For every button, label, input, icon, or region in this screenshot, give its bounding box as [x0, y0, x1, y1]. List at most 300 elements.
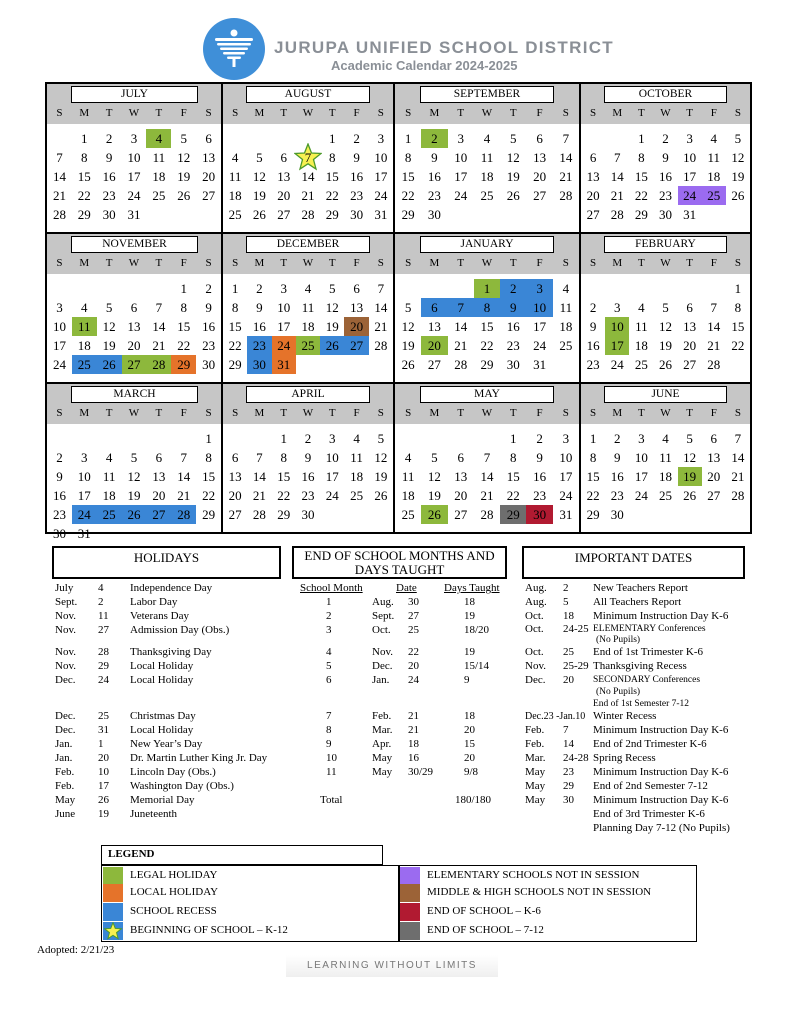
calendar-day: 7 — [734, 431, 742, 446]
calendar-day: 21 — [610, 188, 624, 203]
weekday-label: T — [105, 407, 113, 419]
end-day: 30/29 — [408, 766, 434, 778]
holiday-name: Veterans Day — [130, 610, 189, 622]
holiday-day: 25 — [98, 710, 109, 722]
calendar-day: 17 — [325, 469, 339, 484]
weekday-label: T — [280, 407, 288, 419]
holiday-month: Jan. — [55, 738, 73, 750]
calendar-day: 29 — [634, 207, 648, 222]
calendar-day: 24 — [610, 357, 624, 372]
legend-label: SCHOOL RECESS — [130, 905, 217, 917]
important-event: Minimum Instruction Day K-6 — [593, 724, 729, 736]
total-label: Total — [320, 794, 343, 806]
school-month-number: 4 — [326, 646, 332, 658]
weekday-label: S — [405, 257, 412, 269]
calendar-day: 25 — [72, 355, 97, 374]
calendar-day: 11 — [401, 469, 415, 484]
weekday-label: T — [637, 407, 645, 419]
end-month: Apr. — [372, 738, 392, 750]
calendar-day: 8 — [589, 450, 597, 465]
holiday-month: Nov. — [55, 610, 76, 622]
calendar-day: 27 — [228, 507, 242, 522]
important-day: 25-29 — [563, 660, 589, 672]
calendar-day: 20 — [454, 488, 468, 503]
calendar-day: 6 — [280, 150, 287, 165]
calendar-day: 9 — [105, 150, 113, 165]
holiday-month: Feb. — [55, 780, 75, 792]
holiday-name: New Year’s Day — [130, 738, 203, 750]
calendar-day: 16 — [52, 488, 66, 503]
end-months-title-line2: DAYS TAUGHT — [354, 562, 445, 577]
calendar-day: 12 — [252, 169, 266, 184]
calendar-day: 24 — [325, 488, 339, 503]
calendar-day: 29 — [202, 507, 216, 522]
month-header — [47, 234, 221, 274]
important-month: Feb. — [525, 738, 545, 750]
calendar-day: 5 — [686, 431, 693, 446]
weekday-label: F — [180, 107, 187, 119]
calendar-day: 24 — [374, 188, 388, 203]
calendar-day: 4 — [638, 300, 645, 315]
calendar-day: 19 — [427, 488, 441, 503]
legend-label: LOCAL HOLIDAY — [130, 886, 219, 898]
calendar-day: 16 — [301, 469, 315, 484]
calendar-day: 20 — [421, 336, 447, 355]
calendar-day: 16 — [586, 338, 600, 353]
calendar-day: 30 — [247, 355, 271, 374]
weekday-label: W — [660, 407, 671, 419]
calendar-day: 8 — [638, 150, 645, 165]
end-months-title-line1: END OF SCHOOL MONTHS AND — [304, 548, 495, 563]
calendar-day: 19 — [401, 338, 415, 353]
holiday-name: Thanksgiving Day — [130, 646, 212, 658]
important-day: 24-28 — [563, 752, 589, 764]
weekday-label: S — [590, 407, 597, 419]
calendar-day: 14 — [707, 319, 721, 334]
calendar-day: 27 — [454, 507, 468, 522]
calendar-day: 16 — [533, 469, 547, 484]
days-taught: 18 — [464, 710, 475, 722]
calendar-day: 18 — [301, 319, 315, 334]
calendar-day: 26 — [506, 188, 520, 203]
calendar-day: 28 — [374, 338, 388, 353]
calendar-day: 12 — [506, 150, 520, 165]
weekday-label: T — [457, 407, 465, 419]
calendar-day: 14 — [301, 169, 315, 184]
calendar-day: 20 — [202, 169, 216, 184]
month-name: APRIL — [246, 386, 370, 403]
important-event: End of 2nd Semester 7-12 — [593, 780, 708, 792]
calendar-day: 11 — [559, 300, 573, 315]
holiday-month: Feb. — [55, 766, 75, 778]
school-month-number: 2 — [326, 610, 332, 622]
calendar-day: 2 — [256, 281, 263, 296]
calendar-day: 12 — [427, 469, 441, 484]
calendar-day: 16 — [427, 169, 441, 184]
calendar-day: 26 — [421, 505, 447, 524]
calendar-day: 24 — [634, 488, 648, 503]
month-name: JUNE — [604, 386, 727, 403]
calendar-day: 18 — [228, 188, 242, 203]
weekday-label: W — [660, 107, 671, 119]
calendar-day: 26 — [177, 188, 191, 203]
weekday-label: T — [328, 107, 336, 119]
calendar-day: 8 — [280, 450, 287, 465]
weekday-label: M — [429, 107, 440, 119]
month-name: FEBRUARY — [604, 236, 727, 253]
calendar-day: 14 — [454, 319, 468, 334]
month-header — [395, 384, 579, 424]
weekday-label: T — [328, 407, 336, 419]
calendar-day: 6 — [710, 431, 718, 446]
calendar-day: 9 — [589, 319, 597, 334]
calendar-day: 16 — [659, 169, 672, 184]
calendar-day: 30 — [506, 357, 520, 372]
calendar-day: 1 — [280, 431, 287, 446]
footer-tagline: LEARNING WITHOUT LIMITS — [286, 955, 498, 977]
important-event: (No Pupils) — [596, 687, 641, 697]
weekday-label: S — [232, 407, 239, 419]
calendar-day: 9 — [56, 469, 63, 484]
calendar-day: 19 — [506, 169, 520, 184]
calendar-day: 19 — [102, 338, 116, 353]
calendar-day: 21 — [559, 169, 573, 184]
calendar-day: 3 — [56, 300, 63, 315]
important-event: Planning Day 7-12 (No Pupils) — [593, 822, 730, 834]
weekday-label: M — [79, 407, 90, 419]
calendar-day: 18 — [480, 169, 494, 184]
month-february — [581, 234, 750, 384]
important-day: 29 — [563, 780, 574, 792]
calendar-day: 9 — [662, 150, 669, 165]
weekday-label: S — [205, 257, 212, 269]
calendar-day: 21 — [152, 338, 166, 353]
calendar-day: 8 — [329, 150, 336, 165]
calendar-day: 17 — [277, 319, 291, 334]
calendar-day: 10 — [127, 150, 141, 165]
weekday-label: T — [105, 107, 113, 119]
important-event: All Teachers Report — [593, 596, 682, 608]
calendar-day: 31 — [533, 357, 547, 372]
calendar-day: 13 — [277, 169, 291, 184]
calendar-day: 30 — [610, 507, 624, 522]
important-event: New Teachers Report — [593, 582, 688, 594]
calendar-day: 23 — [610, 488, 624, 503]
weekday-label: T — [105, 257, 113, 269]
calendar-day: 25 — [659, 488, 672, 503]
calendar-day: 20 — [683, 338, 697, 353]
calendar-day: 24 — [52, 357, 66, 372]
month-header — [395, 234, 579, 274]
end-day: 21 — [408, 724, 419, 736]
legend-swatch-secondary-not-in-session — [400, 884, 420, 902]
calendar-day: 9 — [205, 300, 212, 315]
calendar-day: 24 — [127, 188, 141, 203]
calendar-day: 23 — [586, 357, 600, 372]
calendar-day: 9 — [500, 298, 526, 317]
important-header — [522, 546, 745, 579]
important-event: Winter Recess — [593, 710, 657, 722]
calendar-day: 4 — [404, 450, 412, 465]
weekday-label: S — [734, 107, 741, 119]
weekday-label: S — [405, 107, 412, 119]
important-event: End of 3rd Trimester K-6 — [593, 808, 705, 820]
important-month: Aug. — [525, 582, 547, 594]
calendar-day: 24 — [559, 488, 573, 503]
calendar-day: 22 — [277, 488, 291, 503]
calendar-day: 31 — [374, 207, 388, 222]
calendar-day: 12 — [177, 150, 191, 165]
end-day: 24 — [408, 674, 419, 686]
weekday-label: M — [79, 107, 90, 119]
legend-swatch-beginning — [103, 922, 123, 940]
weekday-label: T — [637, 257, 645, 269]
weekday-label: S — [205, 107, 212, 119]
calendar-day: 18 — [401, 488, 415, 503]
days-taught: 15/14 — [464, 660, 490, 672]
weekday-label: T — [637, 107, 645, 119]
holiday-name: Juneteenth — [130, 808, 178, 820]
calendar-day: 1 — [329, 131, 336, 146]
calendar-day: 6 — [155, 450, 163, 465]
calendar-day: 1 — [81, 131, 88, 146]
calendar-day: 15 — [77, 169, 91, 184]
weekday-label: M — [612, 257, 623, 269]
weekday-label: S — [562, 257, 569, 269]
calendar-day: 26 — [683, 488, 697, 503]
calendar-day: 25 — [401, 507, 415, 522]
important-event: End of 1st Trimester K-6 — [593, 646, 703, 658]
calendar-day: 1 — [404, 131, 412, 146]
calendar-day: 31 — [683, 207, 697, 222]
calendar-day: 3 — [81, 450, 88, 465]
calendar-day: 4 — [662, 431, 669, 446]
weekday-label: T — [686, 407, 693, 419]
calendar-day: 17 — [454, 169, 468, 184]
calendar-day: 15 — [228, 319, 242, 334]
legend-swatch-end-k6 — [400, 903, 420, 921]
legend-title: LEGEND — [101, 845, 383, 865]
month-january — [395, 234, 581, 384]
end-month: Dec. — [372, 660, 393, 672]
holiday-name: Independence Day — [130, 582, 213, 594]
calendar-day: 17 — [634, 469, 648, 484]
calendar-day: 22 — [480, 338, 494, 353]
calendar-day: 26 — [401, 357, 415, 372]
legend-label: END OF SCHOOL – K-6 — [427, 905, 541, 917]
month-april — [223, 384, 395, 532]
holiday-month: Dec. — [55, 724, 76, 736]
important-month: Nov. — [525, 660, 546, 672]
end-day: 16 — [408, 752, 419, 764]
calendar-day: 25 — [296, 336, 320, 355]
weekday-label: T — [155, 257, 163, 269]
calendar-day: 8 — [734, 300, 742, 315]
calendar-day: 10 — [526, 298, 552, 317]
weekday-label: T — [509, 407, 517, 419]
calendar-day: 12 — [102, 319, 116, 334]
col-days-taught: Days Taught — [444, 582, 500, 594]
calendar-day: 27 — [707, 488, 721, 503]
calendar-day: 6 — [536, 131, 543, 146]
end-day: 22 — [408, 646, 419, 658]
legend-label: END OF SCHOOL – 7-12 — [427, 924, 544, 936]
calendar-day: 7 — [377, 281, 385, 296]
holiday-name: Local Holiday — [130, 674, 194, 686]
col-date: Date — [396, 582, 417, 594]
calendar-day: 13 — [152, 469, 166, 484]
calendar-day: 29 — [77, 207, 91, 222]
calendar-day: 2 — [304, 431, 312, 446]
important-event: Spring Recess — [593, 752, 656, 764]
weekday-label: S — [56, 257, 63, 269]
important-month: Dec.23 -Jan.10 — [525, 711, 586, 722]
important-month: Oct. — [525, 610, 544, 622]
calendar-day: 27 — [683, 357, 697, 372]
calendar-day: 3 — [562, 431, 570, 446]
calendar-day: 15 — [401, 169, 415, 184]
calendar-day: 6 — [457, 450, 464, 465]
calendar-day: 18 — [659, 469, 672, 484]
calendar-day: 22 — [325, 188, 339, 203]
calendar-day: 3 — [638, 431, 645, 446]
holiday-month: May — [55, 794, 76, 806]
calendar-day: 12 — [731, 150, 745, 165]
important-month: Feb. — [525, 724, 545, 736]
weekday-label: W — [481, 107, 493, 119]
calendar-day: 20 — [277, 188, 291, 203]
weekday-label: S — [562, 107, 569, 119]
holidays-title: HOLIDAYS — [133, 550, 200, 565]
holiday-month: Nov. — [55, 646, 76, 658]
weekday-label: T — [155, 407, 163, 419]
holiday-day: 1 — [98, 738, 104, 750]
days-taught: 19 — [464, 610, 475, 622]
school-month-number: 1 — [326, 596, 332, 608]
weekday-label: T — [457, 257, 465, 269]
calendar-day: 10 — [77, 469, 91, 484]
important-month: Aug. — [525, 596, 547, 608]
holiday-month: Nov. — [55, 624, 76, 636]
weekday-label: S — [590, 107, 597, 119]
month-name: DECEMBER — [246, 236, 370, 253]
calendar-day: 3 — [457, 131, 464, 146]
weekday-label: W — [302, 407, 314, 419]
calendar-day: 4 — [304, 281, 312, 296]
weekday-label: F — [536, 407, 543, 419]
calendar-day: 5 — [662, 300, 669, 315]
calendar-day: 12 — [659, 319, 672, 334]
calendar-day: 6 — [589, 150, 597, 165]
important-month: Oct. — [525, 623, 544, 635]
holiday-name: Local Holiday — [130, 724, 194, 736]
calendar-day: 30 — [350, 207, 364, 222]
days-taught: 20 — [464, 724, 475, 736]
calendar-day: 20 — [152, 488, 166, 503]
end-months-header — [292, 546, 507, 579]
calendar-day: 13 — [127, 319, 141, 334]
holiday-day: 20 — [98, 752, 109, 764]
total-value: 180/180 — [455, 794, 492, 806]
calendar-day: 15 — [731, 319, 745, 334]
calendar-day: 12 — [325, 300, 339, 315]
calendar-day: 4 — [81, 300, 88, 315]
calendar-day: 17 — [533, 319, 547, 334]
calendar-day: 11 — [102, 469, 116, 484]
calendar-day: 26 — [252, 207, 266, 222]
calendar-day: 17 — [559, 469, 573, 484]
days-taught: 19 — [464, 646, 475, 658]
calendar-day: 11 — [707, 150, 721, 165]
legend-label: MIDDLE & HIGH SCHOOLS NOT IN SESSION — [427, 886, 652, 898]
calendar-day: 19 — [678, 467, 702, 486]
calendar-day: 14 — [374, 300, 388, 315]
calendar-day: 7 — [448, 298, 474, 317]
calendar-day: 25 — [702, 186, 726, 205]
important-month: Mar. — [525, 752, 546, 764]
holiday-name: Lincoln Day (Obs.) — [130, 766, 216, 778]
calendar-day: 23 — [659, 188, 672, 203]
holiday-day: 26 — [98, 794, 109, 806]
calendar-day: 5 — [431, 450, 438, 465]
calendar-day: 17 — [683, 169, 697, 184]
important-event: (No Pupils) — [596, 635, 641, 645]
holiday-day: 11 — [98, 610, 109, 622]
month-name: SEPTEMBER — [420, 86, 554, 103]
month-name: JULY — [71, 86, 198, 103]
calendar-day: 12 — [127, 469, 141, 484]
calendar-day: 18 — [634, 338, 648, 353]
school-month-number: 8 — [326, 724, 332, 736]
weekday-label: W — [302, 257, 314, 269]
important-month: May — [525, 780, 546, 792]
calendar-day: 8 — [231, 300, 239, 315]
calendar-day: 9 — [613, 450, 621, 465]
end-day: 18 — [408, 738, 419, 750]
calendar-day: 7 — [562, 131, 570, 146]
calendar-day: 24 — [678, 186, 702, 205]
calendar-day: 1 — [589, 431, 597, 446]
calendar-day: 10 — [683, 150, 697, 165]
holiday-month: Nov. — [55, 660, 76, 672]
calendar-day: 25 — [634, 357, 648, 372]
month-november — [47, 234, 223, 384]
calendar-day: 17 — [52, 338, 66, 353]
calendar-day: 13 — [228, 469, 242, 484]
calendar-day: 24 — [72, 505, 97, 524]
calendar-day: 27 — [122, 355, 147, 374]
calendar-day: 2 — [205, 281, 212, 296]
holidays-header — [52, 546, 281, 579]
important-event: Minimum Instruction Day K-6 — [593, 794, 729, 806]
important-day: 14 — [563, 738, 574, 750]
calendar-day: 12 — [683, 450, 697, 465]
end-day: 25 — [408, 624, 419, 636]
holiday-month: July — [55, 582, 74, 594]
calendar-day: 23 — [52, 507, 66, 522]
weekday-label: W — [302, 107, 314, 119]
calendar-day: 14 — [480, 469, 494, 484]
weekday-label: M — [612, 107, 623, 119]
calendar-day: 28 — [252, 507, 266, 522]
school-month-number: 9 — [326, 738, 332, 750]
calendar-day: 25 — [350, 488, 364, 503]
calendar-day: 5 — [130, 450, 138, 465]
legend-swatch-legal-holiday — [103, 867, 123, 885]
calendar-day: 10 — [374, 150, 388, 165]
calendar-day: 2 — [421, 129, 447, 148]
weekday-label: M — [429, 257, 440, 269]
